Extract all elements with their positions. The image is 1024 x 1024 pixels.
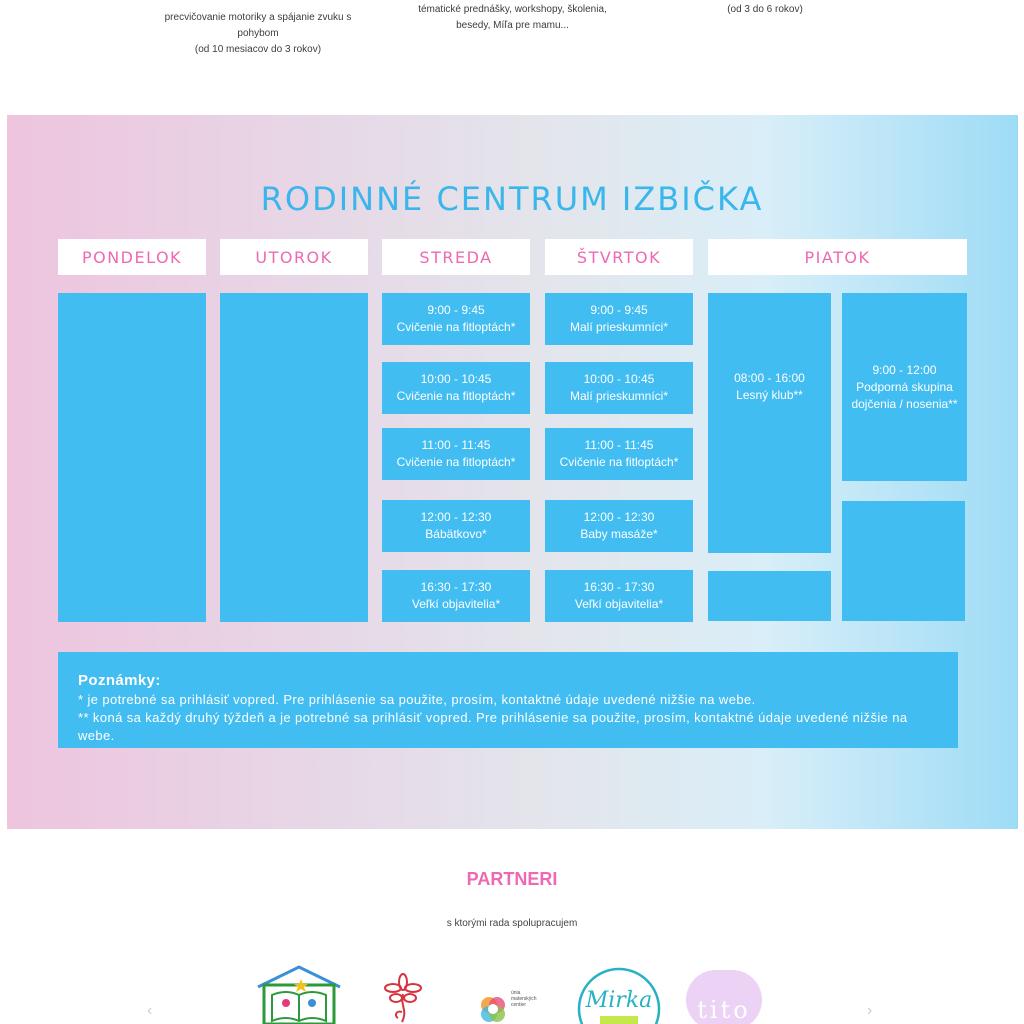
day-header-pondelok: PONDELOK — [58, 239, 206, 275]
partner-logo-house-book[interactable] — [256, 965, 342, 1024]
piatok-empty-block-right — [842, 501, 965, 621]
notes-line-2: ** koná sa každý druhý týždeň a je potrebné sa prihlásiť vopred. Pre prihlásenie sa použite, prosím, kontaktné údaje uvedené nižšie na webe. — [78, 710, 908, 743]
utorok-empty-block — [220, 293, 368, 622]
streda-slot-4: 12:00 - 12:30 Bábätkovo* — [382, 500, 530, 552]
stvrtok-slot-5: 16:30 - 17:30 Veľkí objavitelia* — [545, 570, 693, 622]
stvrtok-slot-3: 11:00 - 11:45 Cvičenie na fitloptách* — [545, 428, 693, 480]
day-header-utorok: UTOROK — [220, 239, 368, 275]
partner-logo-tito[interactable]: tito — [680, 966, 768, 1024]
program-desc-3: (od 3 do 6 rokov) — [727, 4, 803, 15]
day-header-stvrtok: ŠTVRTOK — [545, 239, 693, 275]
stvrtok-slot-4: 12:00 - 12:30 Baby masáže* — [545, 500, 693, 552]
pondelok-empty-block — [58, 293, 206, 622]
stvrtok-slot-2: 10:00 - 10:45 Malí prieskumníci* — [545, 362, 693, 414]
day-header-streda: STREDA — [382, 239, 530, 275]
streda-slot-5: 16:30 - 17:30 Veľkí objavitelia* — [382, 570, 530, 622]
notes-heading: Poznámky: — [78, 672, 161, 689]
streda-slot-2: 10:00 - 10:45 Cvičenie na fitloptách* — [382, 362, 530, 414]
program-desc-1: precvičovanie motoriky a spájanie zvuku s pohybom (od 10 mesiacov do 3 rokov) — [164, 12, 352, 55]
notes-box — [58, 652, 958, 748]
partner-logo-unia-materskych-centier[interactable]: únia materských centier — [476, 990, 548, 1024]
piatok-empty-block-left — [708, 571, 831, 621]
stvrtok-slot-1: 9:00 - 9:45 Malí prieskumníci* — [545, 293, 693, 345]
carousel-prev-arrow[interactable]: ‹ — [147, 1002, 153, 1019]
streda-slot-3: 11:00 - 11:45 Cvičenie na fitloptách* — [382, 428, 530, 480]
notes-line-1: * je potrebné sa prihlásiť vopred. Pre prihlásenie sa použite, prosím, kontaktné údaje uvedené nižšie na webe. — [78, 692, 756, 707]
streda-slot-1: 9:00 - 9:45 Cvičenie na fitloptách* — [382, 293, 530, 345]
piatok-lesny-klub: 08:00 - 16:00 Lesný klub** — [708, 293, 831, 553]
partner-logo-flower[interactable] — [380, 972, 426, 1024]
day-header-piatok: PIATOK — [708, 239, 967, 275]
program-desc-2: tématické prednášky, workshopy, školenia, besedy, Míľa pre mamu... — [418, 4, 607, 31]
partner-logo-mirka[interactable]: Mirka — [576, 966, 662, 1024]
partners-title: PARTNERI — [466, 869, 558, 889]
partners-subtitle: s ktorými rada spolupracujem — [446, 918, 578, 929]
carousel-next-arrow[interactable]: › — [867, 1002, 873, 1019]
piatok-podporna-skupina: 9:00 - 12:00 Podporná skupina dojčenia / nosenia** — [842, 293, 967, 481]
schedule-title: RODINNÉ CENTRUM IZBIČKA — [260, 180, 764, 218]
